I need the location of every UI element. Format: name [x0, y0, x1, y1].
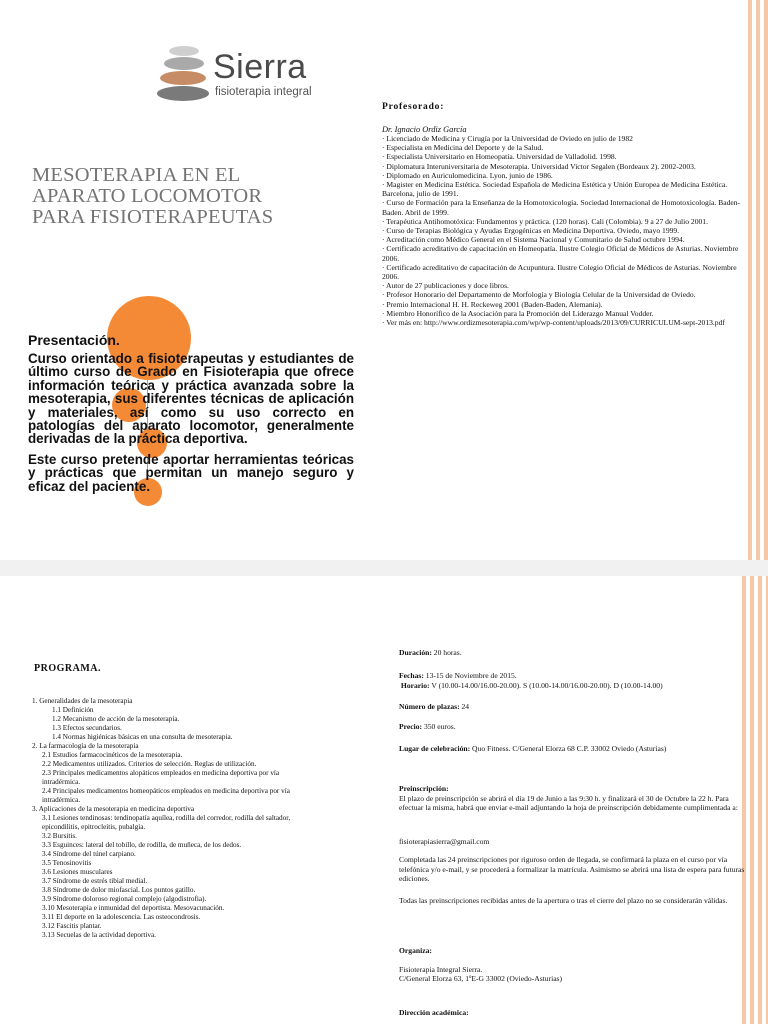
- credential-item: · Acreditación como Médico General en el Sistema Nacional y Comunitario de Salud octubre 1994.: [382, 235, 685, 245]
- credential-item: · Diplomado en Auriculomedicina. Lyon, junio de 1986.: [382, 170, 553, 180]
- credential-item: · Profesor Honorario del Departamento de Morfología y Biología Celular de la Universidad de Oviedo.: [382, 290, 696, 300]
- credential-item: · Terapéutica Antihomotóxica: Fundamentos y práctica. (120 horas). Cali (Colombia). 9 a 27 de Julio 2001.: [382, 216, 708, 226]
- credential-item: · Magister en Medicina Estética. Sociedad Española de Medicina Estética y Unión Europea de Medicina Estética. Barcelona, julio de 1991.: [382, 180, 728, 199]
- programa-item: 3. Aplicaciones de la mesoterapia en medicina deportiva: [32, 805, 195, 813]
- programa-item: 1.2 Mecanismo de acción de la mesoterapia.: [52, 715, 180, 723]
- programa-item: 3.7 Síndrome de estrés tibial medial.: [42, 877, 148, 885]
- programa-item: 3.3 Esguinces: lateral del tobillo, de rodilla, de muñeca, de los dedos.: [42, 841, 242, 849]
- programa-item: 1. Generalidades de la mesoterapia: [32, 697, 133, 705]
- credential-item: · Certificado acreditativo de capacitación de Acupuntura. Ilustre Colegio Oficial de Médicos de Asturias. Noviembre 2006.: [382, 262, 737, 282]
- credential-item: · Licenciado de Medicina y Cirugía por la Universidad de Oviedo en julio de 1982: [382, 134, 633, 143]
- info-organiza: Organiza: Fisioterapia Integral Sierra. C/General Elorza 63, 1ºE-G 33002 (Oviedo-Asturias): [399, 946, 563, 984]
- programa-item: 2.2 Medicamentos utilizados. Criterios de selección. Reglas de utilización.: [42, 760, 257, 768]
- programa-item: 3.9 Síndrome doloroso regional complejo (algodistrofia).: [42, 895, 207, 903]
- credential-item: · Curso de Terapias Biológica y Ayudas Ergogénicas en Medicina Deportiva. Oviedo, mayo 1999.: [382, 226, 680, 236]
- credential-item: · Ver más en: http://www.ordizmesoterapia.com/wp/wp-content/uploads/2013/09/CURRICULUM-sept-2013.pdf: [382, 318, 725, 328]
- programa-item: 3.2 Bursitis.: [42, 832, 77, 840]
- presentacion-heading: Presentación.: [28, 332, 120, 348]
- brochure-page-2: [0, 576, 768, 1024]
- credential-item: · Certificado acreditativo de capacitación en Homeopatía. Ilustre Colegio Oficial de Médicos de Asturias. Noviembre 2006.: [382, 244, 739, 263]
- info-fechas: Fechas: 13-15 de Noviembre de 2015. Horario: V (10.00-14.00/16.00-20.00). S (10.00-14.00/16.00-20.00). D (10.00-14.00): [399, 671, 663, 690]
- programa-item: 3.6 Lesiones musculares: [42, 868, 113, 876]
- profesorado-heading: Profesorado:: [382, 102, 445, 112]
- credential-item: · Especialista Universitario en Homeopatía. Universidad de Valladolid. 1998.: [382, 152, 617, 162]
- credential-item: · Miembro Honorífico de la Asociación para la Promoción del Liderazgo Manual Vodder.: [382, 308, 654, 318]
- credential-item: · Especialista en Medicina del Deporte y de la Salud.: [382, 143, 544, 153]
- credential-item: · Autor de 27 publicaciones y doce libros.: [382, 281, 509, 291]
- info-precio: Precio: 350 euros.: [399, 722, 456, 731]
- info-lugar: Lugar de celebración: Quo Fitness. C/General Elorza 68 C.P. 33002 Oviedo (Asturias): [399, 744, 667, 753]
- programa-item: 3.4 Síndrome del túnel carpiano.: [42, 850, 136, 858]
- programa-item: 3.10 Mesoterapia e inmunidad del deportista. Mesovacunación.: [42, 904, 225, 912]
- logo-stone-icon: [169, 46, 199, 56]
- presentacion-paragraph: Curso orientado a fisioterapeutas y estudiantes de último curso de Grado en Fisioterapia que ofrece información teórica y práctica avanzada sobre la mesoterapia, sus diferentes técnicas de aplicación y materiales, así como su uso correcto en patologías del aparato locomotor, generalmente derivadas de la práctica deportiva.: [28, 351, 354, 447]
- programa-item: 3.11 El deporte en la adolescencia. Las osteocondrosis.: [42, 913, 201, 921]
- programa-list: [32, 697, 302, 940]
- info-preinscripcion: Preinscripción: El plazo de preinscripción se abrirá el día 19 de Junio a las 9:30 h. y finalizará el 30 de Octubre la 22 h. Para efectuar la misma, habrá que enviar e-mail adjuntando la hoja de preinscripción debidamente cumplimentada a:: [399, 784, 738, 813]
- info-completada: Completada las 24 preinscripciones por riguroso orden de llegada, se confirmará la plaza en el curso por vía telefónica y/o e-mail, y se procederá a formalizar la matrícula. Asimismo se abrirá una lista de espera para futuras ediciones.: [399, 855, 745, 884]
- programa-item: 2.3 Principales medicamentos alopáticos empleados en medicina deportiva por vía intradérmica.: [42, 769, 280, 786]
- credential-item: · Curso de Formación para la Enseñanza de la Homotoxicología. Sociedad Internacional de Homotoxicología. Baden-Baden. Abril de 1999.: [382, 198, 741, 217]
- programa-heading: PROGRAMA.: [34, 663, 101, 674]
- professor-credentials: [382, 134, 752, 327]
- info-duracion: Duración: 20 horas.: [399, 648, 462, 657]
- logo-name: Sierra: [213, 48, 307, 86]
- programa-item: 1.3 Efectos secundarios.: [52, 724, 122, 732]
- programa-item: 2.1 Estudios farmacocinéticos de la mesoterapia.: [42, 751, 183, 759]
- credential-item: · Diplomatura Interuniversitaria de Mesoterapia. Universidad Victor Segalen (Bordeaux 2). 2002-2003.: [382, 161, 696, 171]
- info-validez: Todas las preinscripciones recibidas antes de la apertura o tras el cierre del plazo no se considerarán válidas.: [399, 896, 728, 905]
- sierra-logo: [155, 42, 315, 102]
- course-title: MESOTERAPIA EN EL APARATO LOCOMOTOR PARA FISIOTERAPEUTAS: [32, 164, 274, 228]
- programa-item: 3.5 Tenosinovitis: [42, 859, 92, 867]
- programa-item: 3.8 Síndrome de dolor miofascial. Los puntos gatillo.: [42, 886, 196, 894]
- programa-item: 1.4 Normas higiénicas básicas en una consulta de mesoterapia.: [52, 733, 233, 741]
- programa-item: 2.4 Principales medicamentos homeopáticos empleados en medicina deportiva por vía intradérmica.: [42, 787, 290, 804]
- programa-item: 3.1 Lesiones tendinosas: tendinopatía aquílea, rodilla del corredor, rodilla del saltador, epicondilitis, epitrocleítis, pubalgia.: [42, 814, 291, 831]
- logo-subtitle: fisioterapia integral: [215, 86, 312, 98]
- contact-email[interactable]: fisioterapiasierra@gmail.com: [399, 837, 490, 846]
- page-separator: [0, 560, 768, 576]
- info-plazas: Número de plazas: 24: [399, 702, 470, 711]
- programa-item: 3.12 Fascitis plantar.: [42, 922, 102, 930]
- presentacion-paragraph: Este curso pretende aportar herramientas teóricas y prácticas que permitan un manejo seguro y eficaz del paciente.: [28, 452, 354, 494]
- professor-name: Dr. Ignacio Ordiz García: [382, 125, 467, 134]
- info-direccion-academica: Dirección académica:: [399, 1008, 469, 1017]
- credential-item: · Premio Internacional H. H. Reckeweg 2001 (Baden-Baden, Alemania).: [382, 299, 603, 309]
- programa-item: 1.1 Definición: [52, 706, 94, 714]
- programa-item: 3.13 Secuelas de la actividad deportiva.: [42, 931, 156, 939]
- programa-item: 2. La farmacología de la mesoterapia: [32, 742, 139, 750]
